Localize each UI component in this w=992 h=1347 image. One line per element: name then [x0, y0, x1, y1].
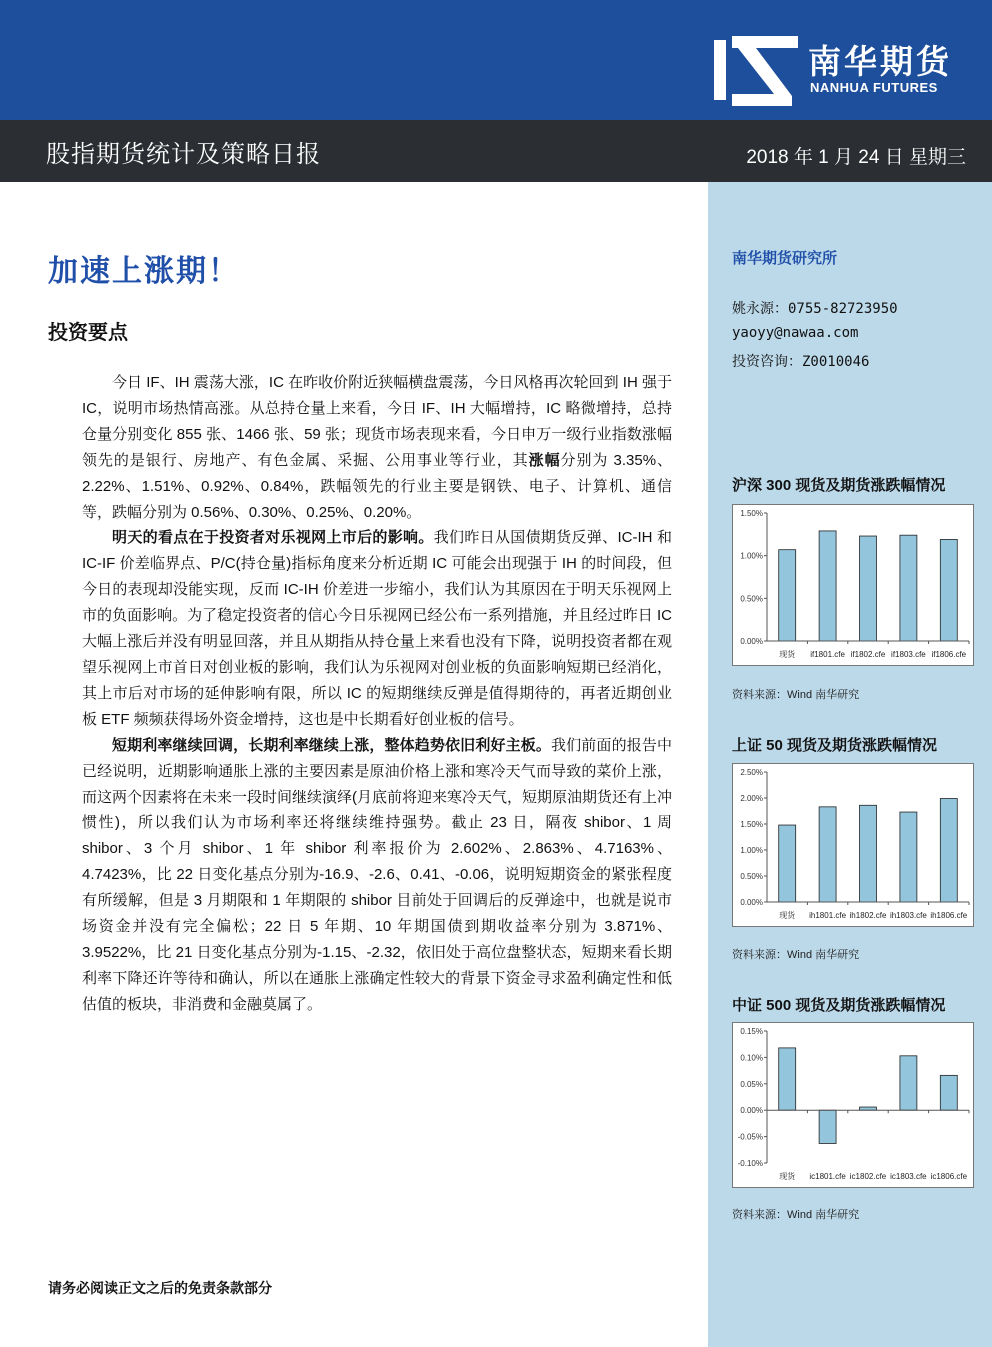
body-text — [82, 370, 672, 1018]
bar — [779, 550, 796, 641]
chart-source-zz500: 资料来源：Wind 南华研究 — [732, 1209, 860, 1221]
bar — [819, 807, 836, 902]
x-tick-label: ih1806.cfe — [930, 911, 968, 920]
y-tick-label: 2.50% — [740, 768, 763, 777]
analyst-license: 投资咨询：Z0010046 — [732, 354, 870, 370]
y-tick-label: 0.50% — [740, 872, 763, 881]
x-tick-label: ic1801.cfe — [809, 1172, 846, 1181]
bar — [819, 531, 836, 641]
x-tick-label: ic1806.cfe — [930, 1172, 968, 1181]
y-tick-label: 0.00% — [740, 637, 763, 646]
x-tick-label: ih1802.cfe — [849, 911, 887, 920]
title-band — [0, 120, 992, 182]
text-run: 我们前面的报告中已经说明，近期影响通胀上涨的主要因素是原油价格上涨和寒冷天气而导致的菜价上涨，而这两个因素将在未来一段时间继续演绎(月底前将迎来寒冷天气，短期原油期货还有上冲惯性)，所以我们认为市场利率还将继续维持强势。截止 23 日，隔夜 shibor、1 周 shibor、3 个月 shibor、1 年 shibor 利率报价为 2.602%、2.863%、4.7163%、4.7423%，比 22 日变化基点分别为-16.9、-2.6、0.41、-0.06，说明短期资金的紧张程度有所缓解，但是 3 月期限和 1 年期限的 shibor 目前处于回调后的反弹途中，也就是说市场资金并没有完全偏松；22 日 5 年期、10 年期国债到期收益率分别为 3.871%、3.9522%，比 21 日变化基点分别为-1.15、-2.32，依旧处于高位盘整状态，短期来看长期利率下降还许等待和确认，所以在通胀上涨确定性较大的背景下资金寻求盈利确定性和低估值的板块，非消费和金融莫属了。 — [82, 736, 672, 1013]
institute-name: 南华期货研究所 — [732, 250, 838, 267]
x-tick-label: ic1802.cfe — [849, 1172, 887, 1181]
brand-logo — [714, 30, 974, 106]
x-tick-label: ih1803.cfe — [889, 911, 927, 920]
bar — [900, 812, 917, 902]
section-title: 投资要点 — [48, 322, 128, 344]
brand-name-cn: 南华期货 — [808, 43, 952, 80]
y-tick-label: -0.10% — [737, 1159, 763, 1168]
chart-hs300-svg — [733, 505, 973, 665]
text-run: 我们昨日从国债期货反弹、IC-IH 和 IC-IF 价差临界点、P/C(持仓量)指标角度来分析近期 IC 可能会出现强于 IH 的时间段，但今日的表现却没能实现，反而 IC-IH 价差进一步缩小，我们认为其原因在于明天乐视网上市的负面影响。为了稳定投资者的信心今日乐视网已经公布一系列措施，并且经过昨日 IC 大幅上涨后并没有明显回落，并且从期指从持仓量上来看也没有下降，说明投资者都在观望乐视网上市首日对创业板的影响，我们认为乐视网对创业板的负面影响短期已经消化，其上市后对市场的延伸影响有限，所以 IC 的短期继续反弹是值得期待的，再者近期创业板 ETF 频频获得场外资金增持，这也是中长期看好创业板的信号。 — [82, 529, 672, 728]
x-tick-label: if1801.cfe — [810, 650, 845, 659]
bar — [819, 1110, 836, 1143]
bold-text: 涨幅 — [528, 451, 561, 469]
y-tick-label: 2.00% — [740, 794, 763, 803]
y-tick-label: 0.50% — [740, 594, 763, 604]
x-tick-label: if1802.cfe — [850, 650, 886, 659]
x-tick-label: if1806.cfe — [931, 650, 967, 659]
header-band — [0, 0, 992, 120]
paragraph — [82, 733, 672, 1018]
chart-hs300 — [732, 504, 974, 666]
disclaimer-note: 请务必阅读正文之后的免责条款部分 — [48, 1280, 272, 1296]
bar — [940, 1075, 957, 1110]
text-run: 分别为 3.35%、2.22%、1.51%、0.92%、0.84%，跌幅领先的行业主要是钢铁、电子、计算机、通信等，跌幅分别为 0.56%、0.30%、0.25%、0.20%。 — [82, 451, 672, 521]
y-tick-label: -0.05% — [737, 1132, 763, 1142]
chart-source-sz50: 资料来源：Wind 南华研究 — [732, 949, 860, 961]
y-tick-label: 1.50% — [740, 820, 763, 829]
x-tick-label: 现货 — [779, 911, 796, 920]
bar — [940, 539, 957, 641]
chart-title-hs300: 沪深 300 现货及期货涨跌幅情况 — [732, 477, 946, 494]
analyst-email: yaoyy@nawaa.com — [732, 325, 859, 341]
bold-text: 明天的看点在于投资者对乐视网上市后的影响。 — [112, 529, 434, 547]
x-tick-label: 现货 — [779, 650, 796, 659]
y-tick-label: 1.00% — [740, 551, 763, 561]
chart-sz50-svg — [733, 764, 973, 926]
bold-text: 短期利率继续回调，长期利率继续上涨，整体趋势依旧利好主板。 — [112, 736, 552, 754]
y-tick-label: 1.50% — [740, 509, 763, 518]
y-tick-label: 0.15% — [740, 1027, 763, 1036]
bar — [860, 536, 877, 641]
y-tick-label: 0.05% — [740, 1079, 763, 1089]
analyst-contact: 姚永源：0755-82723950 — [732, 301, 898, 317]
y-tick-label: 0.00% — [740, 1106, 763, 1116]
chart-zz500 — [732, 1022, 974, 1188]
brand-name-en: NANHUA FUTURES — [810, 80, 938, 95]
bar — [860, 805, 877, 902]
x-tick-label: 现货 — [779, 1172, 796, 1181]
bar — [779, 825, 796, 902]
chart-source-hs300: 资料来源：Wind 南华研究 — [732, 689, 860, 701]
text-run: 今日 IF、IH 震荡大涨，IC 在昨收价附近狭幅横盘震荡，今日风格再次轮回到 IH 强于 IC，说明市场热情高涨。从总持仓量上来看，今日 IF、IH 大幅增持，IC 略微增持，总持仓量分别变化 855 张、1466 张、59 张；现货市场表现来看，今日申万一级行业指数涨幅领先的是银行、房地产、有色金属、采掘、公用事业等行业，其 — [82, 374, 672, 469]
report-date: 2018 年 1 月 24 日 星期三 — [746, 147, 966, 168]
bar — [940, 799, 957, 902]
paragraph — [82, 525, 672, 732]
chart-title-sz50: 上证 50 现货及期货涨跌幅情况 — [732, 737, 938, 754]
headline: 加速上涨期！ — [48, 255, 240, 288]
bar — [900, 535, 917, 641]
bar — [900, 1056, 917, 1110]
chart-zz500-svg — [733, 1023, 973, 1187]
chart-sz50 — [732, 763, 974, 927]
bar — [779, 1048, 796, 1110]
x-tick-label: if1803.cfe — [891, 650, 926, 659]
chart-title-zz500: 中证 500 现货及期货涨跌幅情况 — [732, 997, 946, 1014]
y-tick-label: 1.00% — [740, 846, 763, 855]
x-tick-label: ih1801.cfe — [809, 911, 847, 920]
x-tick-label: ic1803.cfe — [890, 1172, 927, 1181]
y-tick-label: 0.10% — [740, 1053, 763, 1063]
y-tick-label: 0.00% — [740, 898, 763, 907]
report-title: 股指期货统计及策略日报 — [46, 141, 321, 168]
paragraph — [82, 370, 672, 525]
nanhua-logo-icon — [714, 30, 798, 106]
